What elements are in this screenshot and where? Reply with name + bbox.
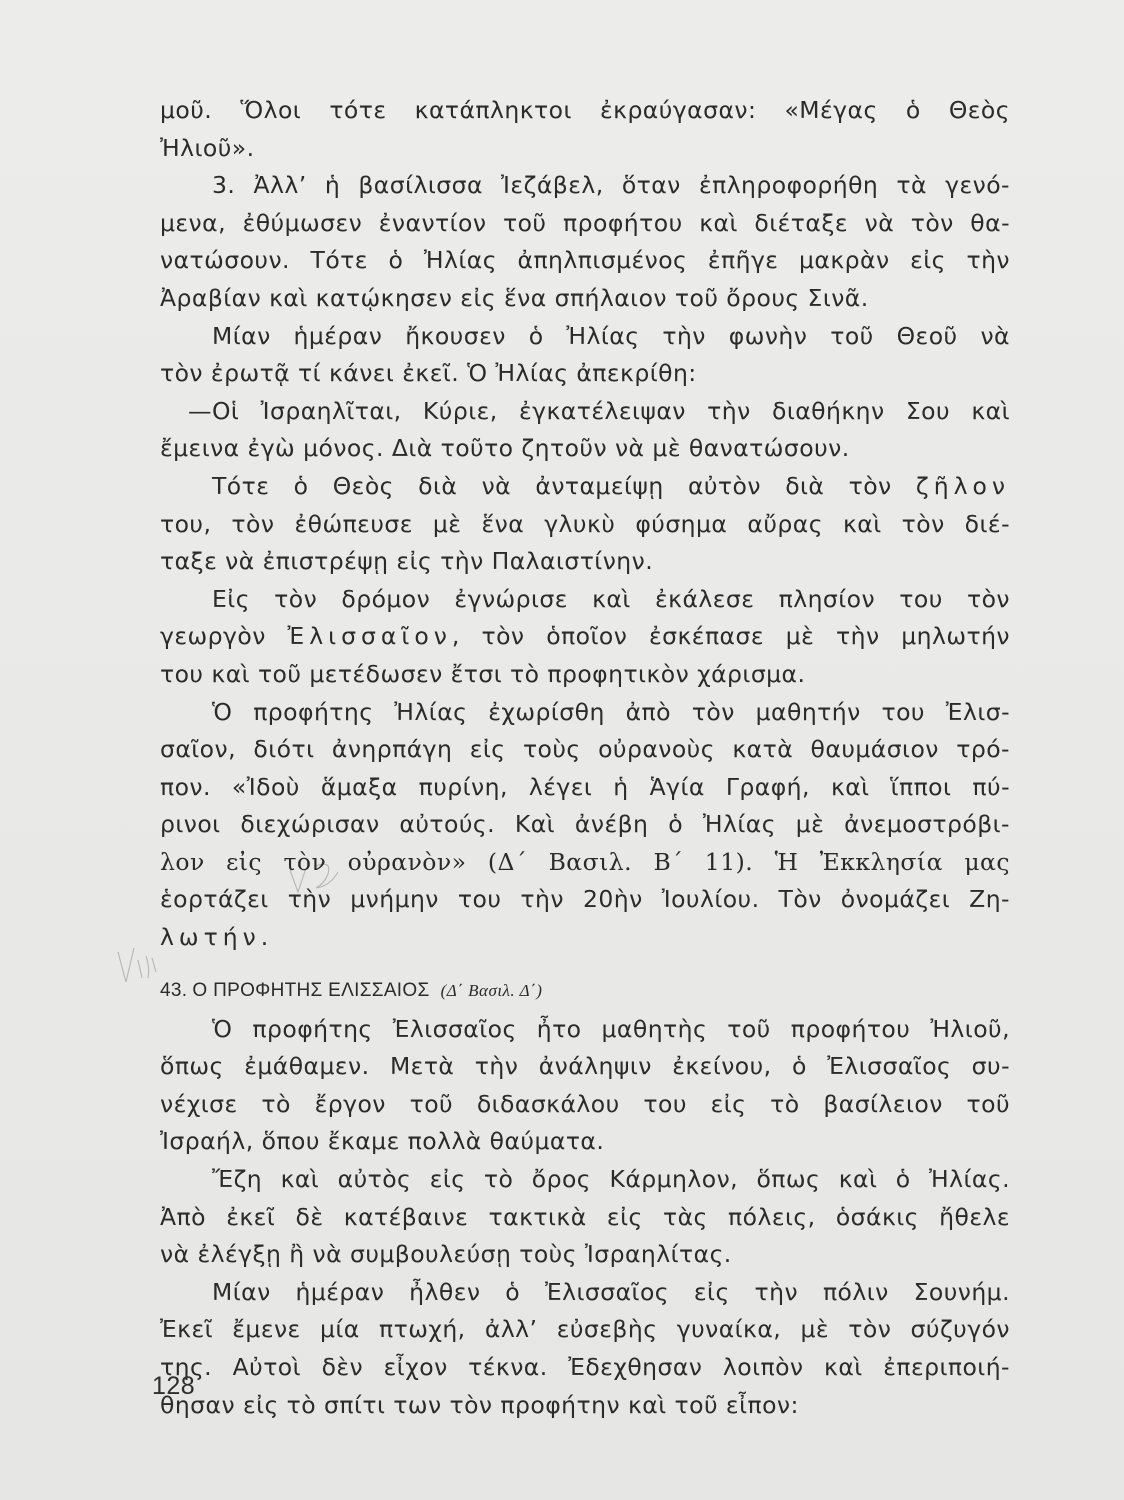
text-line: του καὶ τοῦ μετέδωσεν ἔτσι τὸ προφητικὸν χάρισμα. — [160, 659, 806, 688]
text-segment: Τότε ὁ Θεὸς διὰ νὰ ἀνταμείψῃ αὐτὸν διὰ τὸν — [212, 471, 892, 500]
page-number: 128 — [152, 1372, 196, 1400]
text-line: ἔμεινα ἐγὼ μόνος. Διὰ τοῦτο ζητοῦν νὰ μὲ θανατώσουν. — [160, 434, 850, 463]
emphasized-word: λωτήν — [160, 923, 261, 952]
text-segment: . — [260, 923, 269, 952]
text-line: —Οἱ Ἰσραηλῖται, Κύριε, ἐγκατέλειψαν τὴν διαθήκην Σου καὶ — [188, 396, 1010, 425]
text-line: νέχισε τὸ ἔργον τοῦ διδασκάλου του εἰς τὸ βασίλειον τοῦ — [160, 1089, 1010, 1118]
text-line: Ἰσραήλ, ὅπου ἔκαμε πολλὰ θαύματα. — [160, 1127, 605, 1156]
text-line: 3. Ἀλλ’ ἡ βασίλισσα Ἰεζάβελ, ὅταν ἐπληροφορήθη τὰ γενό- — [212, 171, 1010, 200]
text-line: Ἔζη καὶ αὐτὸς εἰς τὸ ὄρος Κάρμηλον, ὅπως καὶ ὁ Ἠλίας. — [212, 1165, 1010, 1194]
text-line: Μίαν ἡμέραν ἤκουσεν ὁ Ἠλίας τὴν φωνὴν τοῦ Θεοῦ νὰ — [212, 321, 1010, 350]
section-title: Ο ΠΡΟΦΗΤΗΣ ΕΛΙΣΣΑΙΟΣ — [192, 979, 430, 1001]
text-line: λον εἰς τὸν οὐρανὸν» (Δ΄ Βασιλ. Β΄ 11). Ἡ Ἐκκλησία μας — [160, 847, 1010, 876]
text-line — [160, 468, 1010, 506]
text-line: νὰ ἐλέγξῃ ἢ νὰ συμβουλεύσῃ τοὺς Ἰσραηλίτας. — [160, 1240, 732, 1269]
text-line: θησαν εἰς τὸ σπίτι των τὸν προφήτην καὶ τοῦ εἶπον: — [160, 1390, 799, 1419]
text-line: Ἠλιοῦ». — [160, 133, 255, 162]
emphasized-word: ζῆλον — [915, 471, 1010, 500]
text-segment: γεωργὸν — [160, 622, 266, 651]
text-line — [160, 618, 1010, 656]
text-line: Μίαν ἡμέραν ἦλθεν ὁ Ἐλισσαῖος εἰς τὴν πόλιν Σουνήμ. — [212, 1277, 1010, 1306]
text-line: πον. «Ἰδοὺ ἅμαξα πυρίνη, λέγει ἡ Ἁγία Γραφή, καὶ ἵπποι πύ- — [160, 772, 1010, 801]
text-line: ἑορτάζει τὴν μνήμην του τὴν 20ὴν Ἰουλίου. Τὸν ὀνομάζει Ζη- — [160, 885, 1010, 914]
text-line — [160, 919, 1010, 957]
text-line: της. Αὐτοὶ δὲν εἶχον τέκνα. Ἐδεχθησαν λοιπὸν καὶ ἐπεριποιή- — [160, 1353, 1010, 1381]
text-line: σαῖον, διότι ἀνηρπάγη εἰς τοὺς οὐρανοὺς κατὰ θαυμάσιον τρό- — [160, 735, 1010, 764]
text-line: τὸν ἐρωτᾷ τί κάνει ἐκεῖ. Ὁ Ἠλίας ἀπεκρίθη: — [160, 359, 697, 388]
text-line: Εἰς τὸν δρόμον ἐγνώρισε καὶ ἐκάλεσε πλησίον του τὸν — [212, 584, 1010, 613]
text-line: ὅπως ἐμάθαμεν. Μετὰ τὴν ἀνάληψιν ἐκείνου, ὁ Ἐλισσαῖος συ- — [160, 1052, 1010, 1081]
section-reference: (Δ΄ Βασιλ. Δ΄) — [440, 980, 543, 1000]
text-line: μενα, ἐθύμωσεν ἐναντίον τοῦ προφήτου καὶ διέταξε νὰ τὸν θα- — [160, 208, 1010, 237]
text-line: του, τὸν ἐθώπευσε μὲ ἕνα γλυκὺ φύσημα αὔρας καὶ τὸν διέ- — [160, 509, 1010, 538]
text-line: ταξε νὰ ἐπιστρέψῃ εἰς τὴν Παλαιστίνην. — [160, 547, 654, 576]
text-line: Ὁ προφήτης Ἐλισσαῖος ἦτο μαθητὴς τοῦ προφήτου Ἠλιοῦ, — [212, 1014, 1010, 1043]
text-line: ρινοι διεχώρισαν αὐτούς. Καὶ ἀνέβη ὁ Ἠλίας μὲ ἀνεμοστρόβι- — [160, 810, 1010, 839]
text-line: Ἐκεῖ ἔμενε μία πτωχή, ἀλλ’ εὐσεβὴς γυναίκα, μὲ τὸν σύζυγόν — [160, 1315, 1010, 1344]
text-line: Ἀπὸ ἐκεῖ δὲ κατέβαινε τακτικὰ εἰς τὰς πόλεις, ὁσάκις ἤθελε — [160, 1202, 1010, 1231]
text-segment: , τὸν ὁποῖον ἐσκέπασε μὲ τὴν μηλωτήν — [451, 622, 1011, 651]
text-line: νατώσουν. Τότε ὁ Ἠλίας ἀπηλπισμένος ἐπῆγε μακρὰν εἰς τὴν — [160, 246, 1010, 275]
emphasized-word: Ἐλισσαῖον — [287, 622, 452, 651]
body-text — [160, 92, 1010, 1424]
section-number: 43. — [160, 979, 188, 1001]
text-line: μοῦ. Ὅλοι τότε κατάπληκτοι ἐκραύγασαν: «Μέγας ὁ Θεὸς — [160, 96, 1010, 124]
text-line: Ὁ προφήτης Ἠλίας ἐχωρίσθη ἀπὸ τὸν μαθητήν του Ἐλισ- — [212, 697, 1010, 726]
section-heading — [160, 971, 1010, 1011]
text-line: Ἀραβίαν καὶ κατῴκησεν εἰς ἕνα σπήλαιον τοῦ ὄρους Σινᾶ. — [160, 283, 869, 312]
